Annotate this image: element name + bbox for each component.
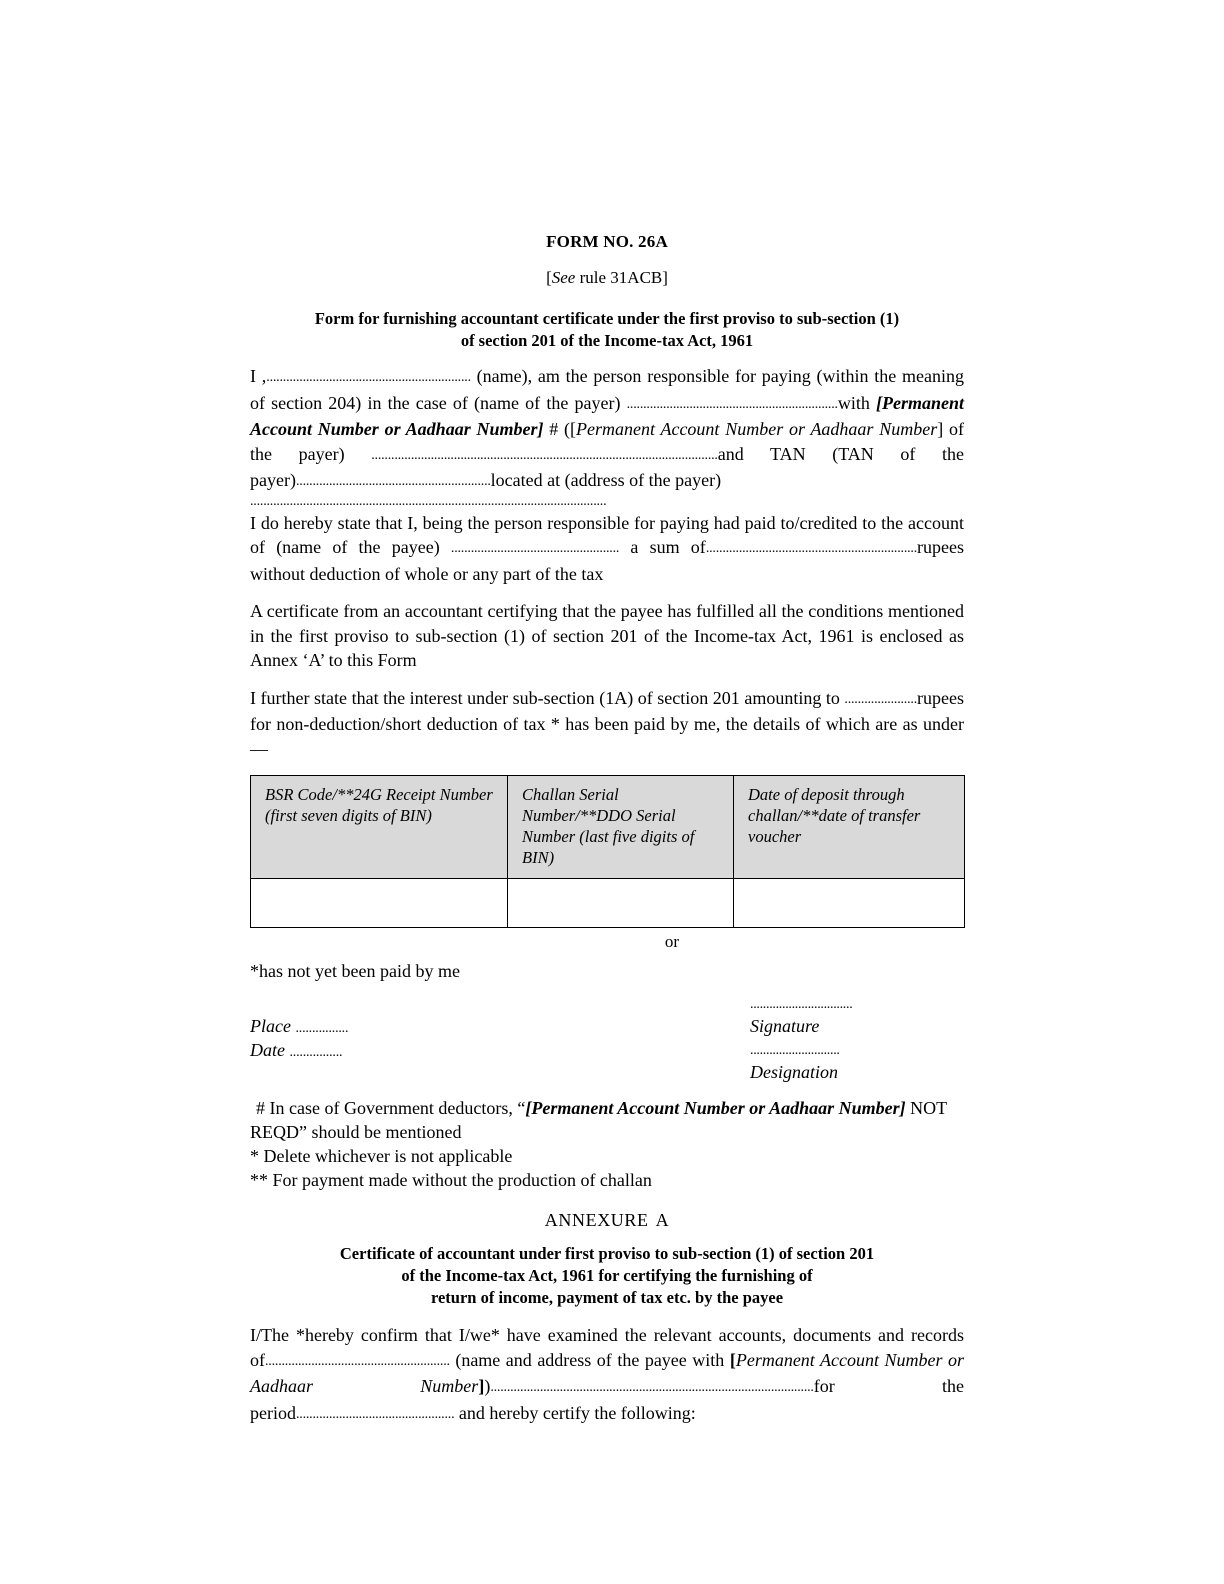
p5-bracket-open: [ [729,1349,736,1370]
see-rule-rest: rule 31ACB] [575,268,668,287]
p2-mid: a sum of [619,537,706,557]
p1-part-e: ] of the payer) [250,419,964,464]
p1-part-a: I , [250,366,267,386]
p1-dots-4: ........................................................... [295,474,491,489]
see-rule-line [250,268,964,288]
signature-line[interactable]: ................................ [750,997,853,1012]
annexure-heading [250,1210,964,1231]
p1-dots-5: ............................................................................................................ [250,493,607,509]
or-separator: or [664,932,680,951]
annexure-title-line-2: of the Income-tax Act, 1961 for certifying the furnishing of [401,1266,813,1285]
paragraph-interest-details [250,686,964,762]
annexure-title-line-3: return of income, payment of tax etc. by the payee [430,1288,784,1307]
footnote-double-star: ** For payment made without the production of challan [250,1170,652,1190]
p2-line-1: I do hereby state that I, being the person responsible for paying had paid to/credited to the account of (name of the payee) [250,512,964,557]
p5-dots-1: ........................................................ [265,1353,450,1369]
paragraph-payee-statement [250,511,964,587]
annexure-title [250,1243,964,1309]
bracket-open: [ [546,268,552,287]
paragraph-declaration-payer [250,364,964,495]
p1-bracket-2: Permanent Account Number or Aadhaar Number [576,419,938,439]
p5-bracket-close: ] [478,1376,485,1396]
signature-label: Signature [750,1016,820,1036]
p4-dots: ...................... [844,691,918,707]
p5-part-c: ) [484,1376,491,1396]
place-field [250,1016,348,1037]
table-header-challan-serial: Challan Serial Number/**DDO Serial Number (last five digits of BIN) [508,776,734,879]
p5-part-d: for the period [250,1376,965,1423]
table-cell-date-of-deposit[interactable] [734,879,965,928]
p5-dots-2: .................................................................................................. [490,1380,814,1395]
signature-block [250,998,964,1094]
p5-part-e: and hereby certify the following: [454,1402,696,1423]
table-header-date-of-deposit: Date of deposit through challan/**date of transfer voucher [734,776,965,879]
date-dots[interactable]: ................ [289,1045,343,1060]
table-cell-challan-serial[interactable] [508,879,734,928]
annexure-label: ANNEXURE [544,1210,649,1230]
table-header-row [251,776,965,879]
date-label: Date [250,1040,285,1060]
footnote-hash-part-a: # In case of Government deductors, “ [256,1098,526,1118]
designation-line[interactable]: ............................ [750,1043,840,1058]
p1-dots-3: ......................................................................................................... [371,447,718,463]
table-cell-bsr-code[interactable] [251,879,508,928]
challan-details-table [250,775,965,928]
p5-part-a: I/The *hereby confirm that I/we* have examined the relevant accounts, documents and records of [250,1325,964,1370]
p4-part-b: rupees for non-deduction/short deduction of tax * has been paid by me, the details of which are as under— [250,687,964,759]
place-dots[interactable]: ................ [295,1021,349,1036]
page-title: FORM NO. 26A [546,232,668,251]
table-row [251,879,965,928]
document-content [250,232,964,1429]
paragraph-annexure-confirmation [250,1323,964,1427]
p1-part-c: with [837,392,876,413]
p1-bracket-1: [Permanent Account Number or Aadhaar Number] [250,392,964,439]
place-label: Place [250,1016,291,1036]
footnote-hash-bracket: [Permanent Account Number or Aadhaar Number] [525,1098,906,1118]
signature-column [750,998,970,1084]
main-title-line-1: Form for furnishing accountant certificate under the first proviso to sub-section (1) [314,309,900,328]
annexure-title-line-1: Certificate of accountant under first proviso to sub-section (1) of section 201 [339,1244,875,1263]
p1-part-g: located at (address of the payer) [490,470,722,490]
footnote-star: * Delete whichever is not applicable [250,1146,513,1166]
footnote-hash [250,1096,964,1144]
p1-part-b: (name), am the person responsible for paying (within the meaning of section 204) in the case of (name of the payer) [250,366,964,413]
see-italic: See [551,268,576,287]
p2-dots-2: ................................................................ [705,541,918,556]
p5-dots-3: ................................................ [295,1406,455,1422]
footnote-hash-part-b: NOT REQD” should be mentioned [250,1098,947,1142]
designation-label: Designation [750,1062,838,1082]
paragraph-accountant-certificate: A certificate from an accountant certifying that the payee has fulfilled all the conditions mentioned in the first proviso to sub-section (1) of section 201 of the Income-tax Act, 1961 is enclosed as Annex ‘A’ to this Form [250,601,964,670]
p1-dots-1: .............................................................. [266,370,471,385]
p1-part-d: # ([ [543,419,577,439]
p1-part-f: and TAN (TAN of the payer) [250,443,964,490]
p4-part-a: I further state that the interest under sub-section (1A) of section 201 amounting to [250,687,845,708]
not-yet-paid-text: *has not yet been paid by me [250,961,460,981]
p5-part-b: (name and address of the payee with [449,1349,730,1370]
table-header-bsr-code: BSR Code/**24G Receipt Number (first seven digits of BIN) [251,776,508,879]
main-title-line-2: of section 201 of the Income-tax Act, 1961 [460,331,754,350]
date-field [250,1040,342,1061]
p2-line-2: rupees without deduction of whole or any part of the tax [250,537,964,584]
p5-bracket-text: Permanent Account Number or Aadhaar Number [250,1349,964,1396]
form-main-title [250,308,964,352]
annexure-letter: A [655,1210,670,1230]
p1-dots-2: ................................................................ [626,396,838,412]
p2-dots-1: ................................................... [450,541,620,556]
